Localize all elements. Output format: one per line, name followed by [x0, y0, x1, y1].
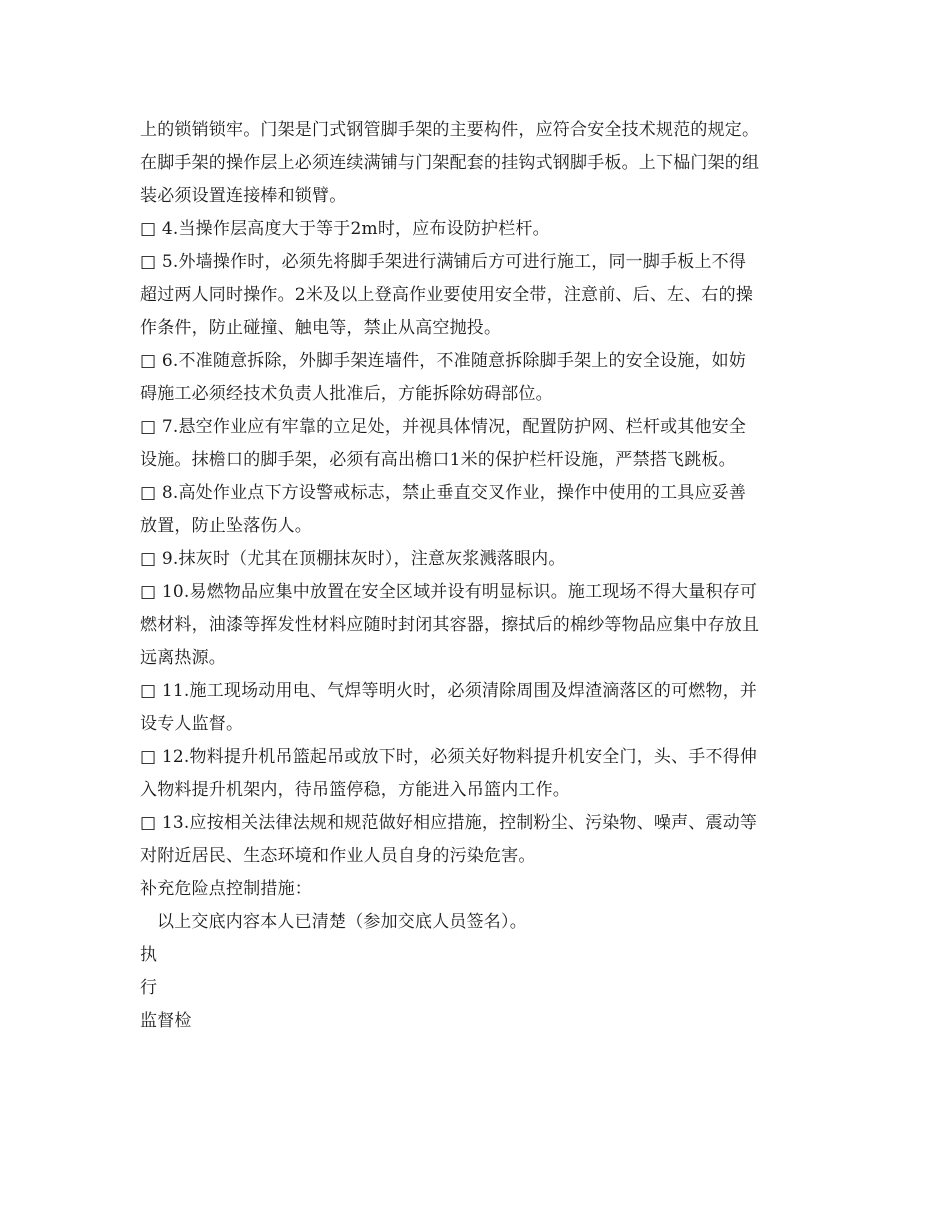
checklist-item-5: □ 5.外墙操作时，必须先将脚手架进行满铺后方可进行施工，同一脚手板上不得 — [140, 252, 747, 272]
checklist-item-4: □ 4.当操作层高度大于等于2m时，应布设防护栏杆。 — [140, 219, 550, 239]
checklist-item-6: □ 6.不准随意拆除，外脚手架连墙件，不准随意拆除脚手架上的安全设施，如妨 — [140, 351, 747, 371]
text-line: 超过两人同时操作。2米及以上登高作业要使用安全带，注意前、后、左、右的操 — [140, 285, 754, 305]
checklist-item-10: □ 10.易燃物品应集中放置在安全区域并设有明显标识。施工现场不得大量积存可 — [140, 582, 758, 602]
text-line: 放置，防止坠落伤人。 — [140, 516, 312, 536]
signature-label-line: 监督检 — [140, 1011, 192, 1031]
checklist-item-9: □ 9.抹灰时（尤其在顶棚抹灰时），注意灰浆溅落眼内。 — [140, 549, 566, 569]
checklist-item-8: □ 8.高处作业点下方设警戒标志，禁止垂直交叉作业，操作中使用的工具应妥善 — [140, 483, 747, 503]
signature-label-line: 执 — [140, 945, 158, 965]
text-line: 远离热源。 — [140, 648, 226, 668]
text-line: 燃材料，油漆等挥发性材料应随时封闭其容器，擦拭后的棉纱等物品应集中存放且 — [140, 615, 760, 635]
text-line: 装必须设置连接棒和锁臂。 — [140, 186, 347, 206]
checklist-item-13: □ 13.应按相关法律法规和规范做好相应措施，控制粉尘、污染物、噪声、震动等 — [140, 813, 758, 833]
signature-label-line: 行 — [140, 978, 158, 998]
text-line: 作条件，防止碰撞、触电等，禁止从高空抛投。 — [140, 318, 502, 338]
text-line: 碍施工必须经技术负责人批准后，方能拆除妨碍部位。 — [140, 384, 553, 404]
text-line: 入物料提升机架内，待吊篮停稳，方能进入吊篮内工作。 — [140, 780, 570, 800]
text-line: 对附近居民、生态环境和作业人员自身的污染危害。 — [140, 846, 536, 866]
document-body — [140, 114, 812, 1038]
supplementary-measures-heading: 补充危险点控制措施： — [140, 879, 312, 899]
checklist-item-11: □ 11.施工现场动用电、气焊等明火时，必须清除周围及焊渣滴落区的可燃物，并 — [140, 681, 758, 701]
signature-statement: 以上交底内容本人已清楚（参加交底人员签名）。 — [157, 912, 527, 932]
text-line: 在脚手架的操作层上必须连续满铺与门架配套的挂钩式钢脚手板。上下榀门架的组 — [140, 153, 760, 173]
checklist-item-7: □ 7.悬空作业应有牢靠的立足处，并视具体情况，配置防护网、栏杆或其他安全 — [140, 417, 747, 437]
text-line: 设专人监督。 — [140, 714, 244, 734]
text-line: 上的锁销锁牢。门架是门式钢管脚手架的主要构件，应符合安全技术规范的规定。 — [140, 120, 760, 140]
text-line: 设施。抹檐口的脚手架，必须有高出檐口1米的保护栏杆设施，严禁搭飞跳板。 — [140, 450, 736, 470]
checklist-item-12: □ 12.物料提升机吊篮起吊或放下时，必须关好物料提升机安全门，头、手不得伸 — [140, 747, 758, 767]
